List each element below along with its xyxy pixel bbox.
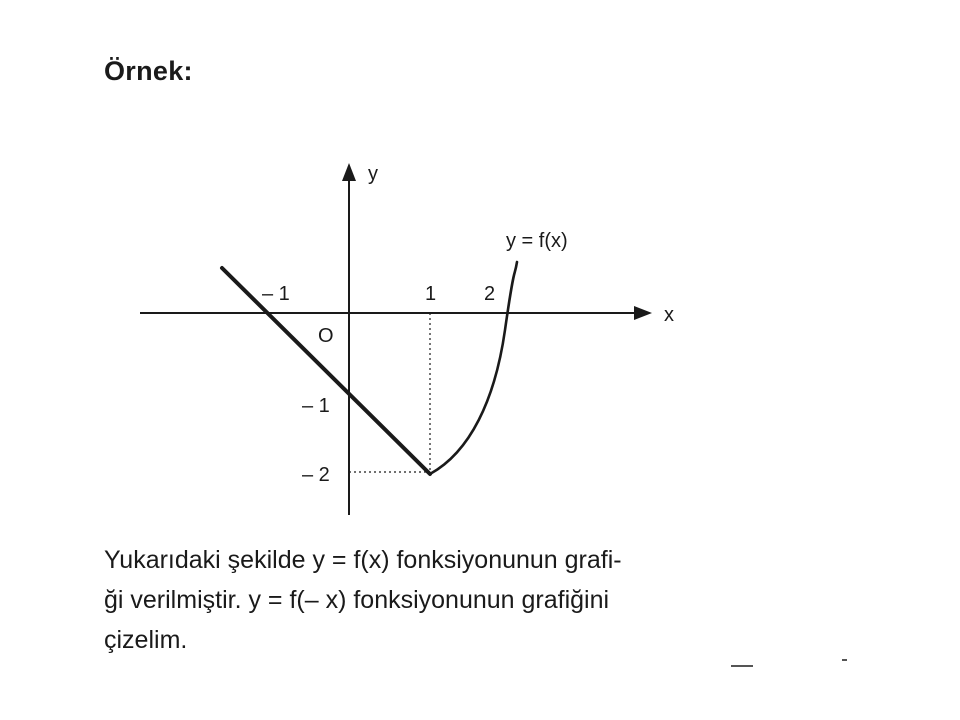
text-line-1: Yukarıdaki şekilde y = f(x) fonksiyonunun grafi- xyxy=(104,546,622,574)
origin-label: O xyxy=(318,325,334,347)
function-label: y = f(x) xyxy=(506,230,568,252)
example-title: Örnek: xyxy=(104,56,193,86)
x-tick-2: 2 xyxy=(484,283,496,305)
y-tick-minus-2: – 2 xyxy=(302,464,330,486)
y-axis-arrow xyxy=(342,163,356,181)
y-tick-minus-1: – 1 xyxy=(302,395,330,417)
x-tick-minus-1: – 1 xyxy=(262,283,290,305)
text-line-2: ği verilmiştir. y = f(– x) fonksiyonunun grafiğini xyxy=(104,586,610,614)
x-tick-1: 1 xyxy=(425,283,437,305)
graph-curve-segment xyxy=(430,262,517,474)
text-line-3: çizelim. xyxy=(104,626,188,654)
scan-speck xyxy=(731,665,753,667)
graph-line-segment xyxy=(222,268,430,474)
example-text xyxy=(104,540,804,660)
x-axis-label: x xyxy=(664,304,674,326)
scan-speck xyxy=(842,659,847,661)
y-axis-label: y xyxy=(368,163,378,185)
x-axis-arrow xyxy=(634,306,652,320)
